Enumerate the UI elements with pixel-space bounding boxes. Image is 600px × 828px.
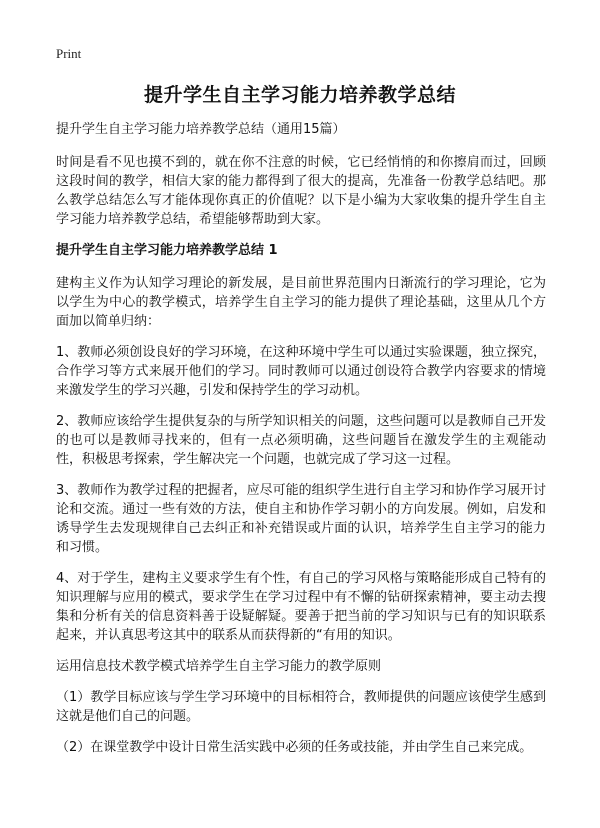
body-paragraph: 运用信息技术教学模式培养学生自主学习能力的教学原则 [56,659,382,674]
body-paragraph: （1）教学目标应该与学生学习环境中的目标相符合，教师提供的问题应该使学生感到这就是他们自己的问题。 [56,690,546,724]
body-paragraph: 4、对于学生，建构主义要求学生有个性，有自己的学习风格与策略能形成自己特有的知识理解与应用的模式，要求学生在学习过程中有不懈的钻研探索精神，要主动去搜集和分析有关的信息资料善于设疑解疑。要善于把当前的学习知识与已有的知识联系起来，并认真思考这其中的联系从而获得新的“有用的知识。 [56,571,546,643]
body-paragraph: （2）在课堂教学中设计日常生活实践中必须的任务或技能，并由学生自己来完成。 [56,740,533,755]
print-link[interactable]: Print [56,46,82,61]
body-paragraph: 1、教师必须创设良好的学习环境，在这种环境中学生可以通过实验课题，独立探究，合作学习等方式来展开他们的学习。同时教师可以通过创设符合教学内容要求的情境来激发学生的学习兴趣，引发和保持学生的学习动机。 [56,345,546,398]
section-heading: 提升学生自主学习能力培养教学总结 1 [56,243,278,258]
body-paragraph: 3、教师作为教学过程的把握者，应尽可能的组织学生进行自主学习和协作学习展开讨论和交流。通过一些有效的方法，使自主和协作学习朝小的方向发展。例如，启发和诱导学生去发现规律自己去纠正和补充错误或片面的认识，培养学生自主学习的能力和习惯。 [56,483,546,555]
body-paragraph: 建构主义作为认知学习理论的新发展，是目前世界范围内日渐流行的学习理论，它为以学生为中心的教学模式，培养学生自主学习的能力提供了理论基础，这里从几个方面加以简单归纳： [56,276,546,329]
intro-paragraph: 时间是看不见也摸不到的，就在你不注意的时候，它已经悄悄的和你擦肩而过，回顾这段时间的教学，相信大家的能力都得到了很大的提高，先准备一份教学总结吧。那么教学总结怎么写才能体现你真正的价值呢？以下是小编为大家收集的提升学生自主学习能力培养教学总结，希望能够帮助到大家。 [56,155,546,227]
body-paragraph: 2、教师应该给学生提供复杂的与所学知识相关的问题，这些问题可以是教师自己开发的也可以是教师寻找来的，但有一点必须明确，这些问题旨在激发学生的主观能动性，积极思考探索，学生解决完一个问题，也就完成了学习这一过程。 [56,414,546,467]
page-title: 提升学生自主学习能力培养教学总结 [143,84,456,106]
document-body [56,120,546,769]
document-subtitle: 提升学生自主学习能力培养教学总结（通用15篇） [56,122,346,137]
